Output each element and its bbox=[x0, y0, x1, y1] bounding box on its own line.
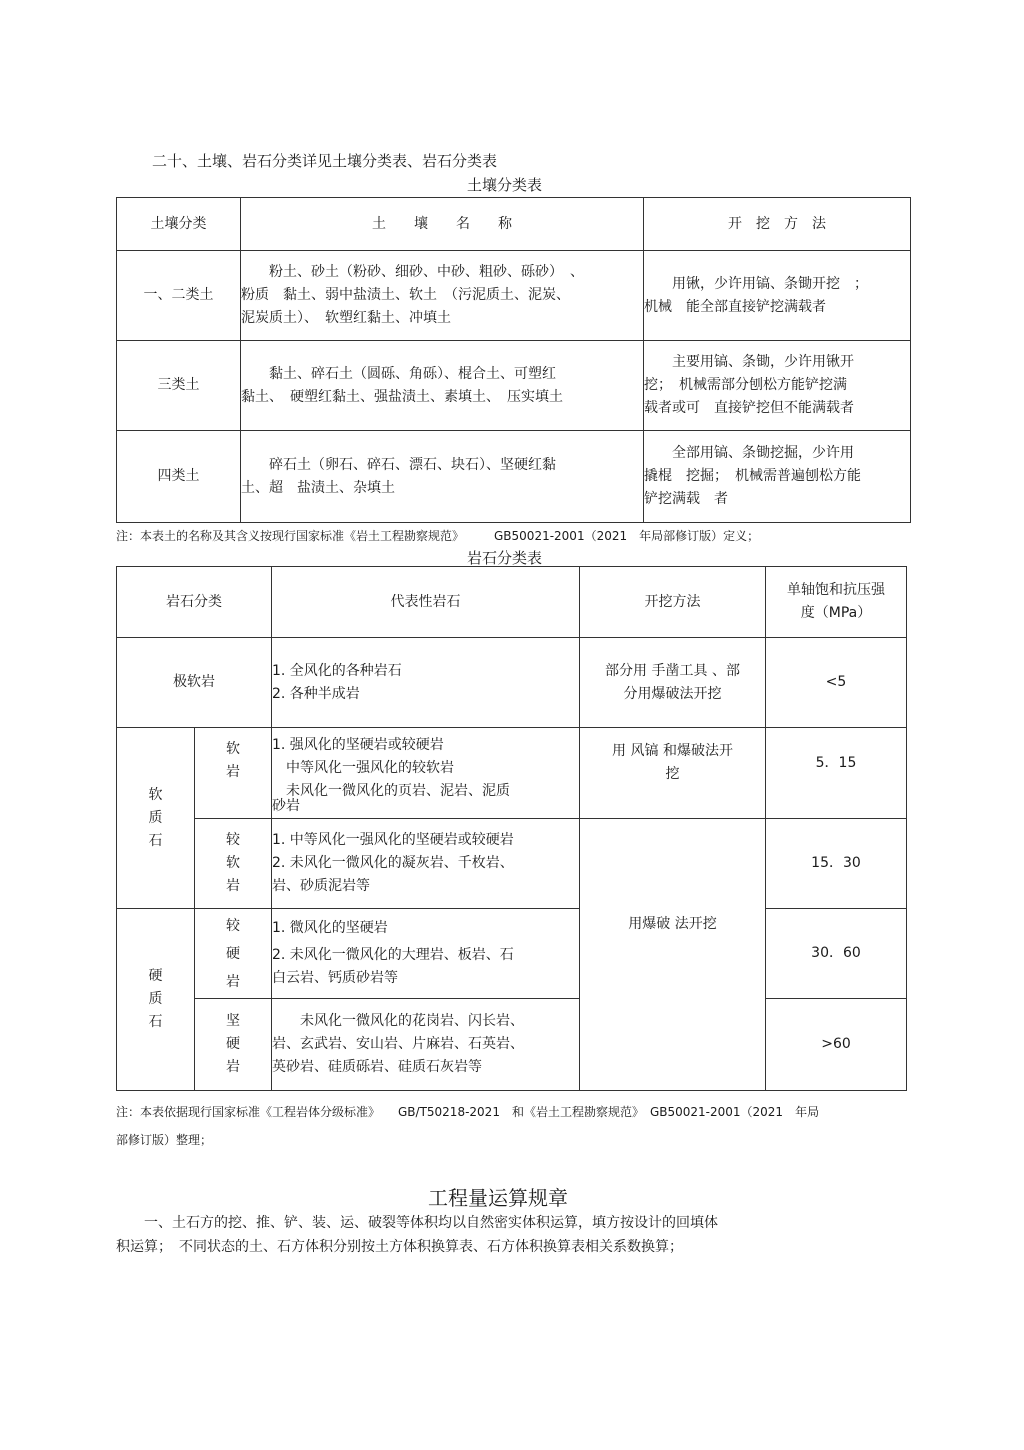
text-line: 1. 微风化的坚硬岩 bbox=[272, 920, 388, 936]
text-line: 碎石土（卵石、碎石、漂石、块石）、坚硬红黏 bbox=[241, 456, 556, 473]
table-row bbox=[117, 728, 907, 819]
table-row bbox=[117, 251, 911, 341]
text-line: 硬 bbox=[226, 1036, 240, 1052]
text-line: 部分用 手凿工具 、部 bbox=[605, 662, 740, 679]
text-line: 中等风化一强风化的较软岩 bbox=[272, 760, 454, 776]
group-label-soft bbox=[117, 728, 195, 909]
text-line: 挖 bbox=[665, 766, 680, 782]
dig-method bbox=[644, 341, 911, 431]
text-line: 2. 未风化一微风化的凝灰岩、千枚岩、 bbox=[272, 855, 514, 871]
soil-category: 三类土 bbox=[117, 341, 241, 431]
dig-method bbox=[580, 728, 766, 819]
soil-names bbox=[241, 431, 644, 523]
text-line: 岩、玄武岩、安山岩、片麻岩、石英岩、 bbox=[272, 1036, 524, 1052]
table-row bbox=[117, 909, 907, 999]
text-line: 用 风镐 和爆破法开 bbox=[612, 743, 733, 759]
header-strength bbox=[766, 567, 907, 638]
strength-value: 5．15 bbox=[766, 728, 907, 819]
header-soil-category: 土壤分类 bbox=[117, 198, 241, 251]
dig-method bbox=[644, 431, 911, 523]
soil-category: 一、二类土 bbox=[117, 251, 241, 341]
rock-category: 极软岩 bbox=[117, 638, 272, 728]
soil-classification-table bbox=[116, 197, 911, 523]
text-line: 砂岩 bbox=[272, 798, 300, 814]
table-row bbox=[117, 638, 907, 728]
representative-rock bbox=[272, 638, 580, 728]
text-line: 石 bbox=[148, 832, 163, 849]
paragraph-line: 一、土石方的挖、推、铲、装、运、破裂等体积均以自然密实体积运算，填方按设计的回填体 bbox=[116, 1215, 718, 1231]
text-line: 用锹，少许用镐、条锄开挖 ； bbox=[644, 275, 868, 292]
representative-rock bbox=[272, 909, 580, 999]
text-line: 质 bbox=[148, 809, 163, 826]
dig-method: 用爆破 法开挖 bbox=[580, 819, 766, 1091]
text-line: 软 bbox=[226, 855, 240, 871]
paragraph-line: 积运算； 不同状态的土、石方体积分别按土方体积换算表、石方体积换算表相关系数换算； bbox=[116, 1239, 683, 1255]
rock-table-caption: 岩石分类表 bbox=[467, 549, 543, 567]
text-line: 岩 bbox=[226, 1059, 240, 1075]
text-line: 单轴饱和抗压强 bbox=[787, 582, 885, 598]
text-line: 机械 能全部直接铲挖满载者 bbox=[644, 298, 826, 315]
text-line: 粉质 黏土、弱中盐渍土、软土 （污泥质土、泥炭、 bbox=[241, 287, 570, 303]
table-row bbox=[117, 999, 907, 1091]
soil-names bbox=[241, 251, 644, 341]
group-label-hard bbox=[117, 909, 195, 1091]
text-line: 黏土、 硬塑红黏土、强盐渍土、素填土、 压实填土 bbox=[241, 388, 563, 405]
table-row bbox=[117, 341, 911, 431]
dig-method bbox=[580, 638, 766, 728]
text-line: 硬 bbox=[226, 945, 240, 962]
header-dig-method: 开挖方法 bbox=[580, 567, 766, 638]
text-line: 度（MPa） bbox=[800, 605, 872, 621]
header-representative-rock: 代表性岩石 bbox=[272, 567, 580, 638]
strength-value: <5 bbox=[766, 638, 907, 728]
text-line: 粉土、砂土（粉砂、细砂、中砂、粗砂、砾砂） 、 bbox=[241, 264, 584, 280]
table-row bbox=[117, 431, 911, 523]
section-title: 工程量运算规章 bbox=[428, 1186, 568, 1210]
rock-header-row bbox=[117, 567, 907, 638]
text-line: 全部用镐、条锄挖掘，少许用 bbox=[644, 445, 854, 461]
rock-subcategory bbox=[195, 728, 272, 819]
text-line: 泥炭质土）、 软塑红黏土、冲填土 bbox=[241, 310, 451, 326]
rock-subcategory bbox=[195, 819, 272, 909]
text-line: 载者或可 直接铲挖但不能满载者 bbox=[644, 400, 854, 416]
text-line: 未风化一微风化的花岗岩、闪长岩、 bbox=[272, 1013, 524, 1029]
text-line: 挖； 机械需部分刨松方能铲挖满 bbox=[644, 377, 847, 393]
strength-value: 15．30 bbox=[766, 819, 907, 909]
text-line: 岩、砂质泥岩等 bbox=[272, 878, 370, 894]
dig-method bbox=[644, 251, 911, 341]
text-line: 质 bbox=[148, 991, 163, 1007]
rock-table-note-line1: 注：本表依据现行国家标准《工程岩体分级标准》 GB/T50218-2021 和《岩土工程勘察规范》 GB50021-2001（2021 年局 bbox=[116, 1105, 820, 1119]
text-line: 2. 未风化一微风化的大理岩、板岩、石 bbox=[272, 947, 514, 963]
text-line: 分用爆破法开挖 bbox=[623, 685, 722, 702]
text-line: 较 bbox=[226, 832, 240, 848]
soil-table-note: 注：本表土的名称及其含义按现行国家标准《岩土工程勘察规范》 GB50021-2001（2021 年局部修订版）定义； bbox=[116, 529, 760, 543]
representative-rock bbox=[272, 728, 580, 819]
text-line: 较 bbox=[226, 917, 240, 934]
text-line: 未风化一微风化的页岩、泥岩、泥质 bbox=[272, 783, 510, 799]
text-line: 岩 bbox=[226, 878, 240, 894]
rock-classification-table bbox=[116, 566, 907, 1091]
text-line: 1. 中等风化一强风化的坚硬岩或较硬岩 bbox=[272, 832, 514, 848]
header-dig-method: 开 挖 方 法 bbox=[644, 198, 911, 251]
text-line: 石 bbox=[148, 1014, 163, 1030]
text-line: 软 bbox=[226, 741, 240, 757]
document-heading: 二十、土壤、岩石分类详见土壤分类表、岩石分类表 bbox=[152, 152, 498, 170]
text-line: 硬 bbox=[148, 968, 163, 984]
representative-rock bbox=[272, 819, 580, 909]
strength-value: >60 bbox=[766, 999, 907, 1091]
text-line: 岩 bbox=[226, 764, 240, 780]
rock-table-note-line2: 部修订版）整理； bbox=[116, 1133, 213, 1147]
text-line: 铲挖满载 者 bbox=[644, 491, 728, 507]
header-soil-name: 土 壤 名 称 bbox=[241, 198, 644, 251]
representative-rock bbox=[272, 999, 580, 1091]
text-line: 软 bbox=[148, 786, 163, 803]
rock-subcategory bbox=[195, 909, 272, 999]
text-line: 岩 bbox=[226, 973, 240, 990]
text-line: 黏土、碎石土（圆砾、角砾）、棍合土、可塑红 bbox=[241, 365, 556, 382]
text-line: 1. 全风化的各种岩石 bbox=[272, 662, 402, 679]
text-line: 英砂岩、硅质砾岩、硅质石灰岩等 bbox=[272, 1059, 482, 1075]
text-line: 土、超 盐渍土、杂填土 bbox=[241, 479, 395, 496]
rock-subcategory bbox=[195, 999, 272, 1091]
soil-table-caption: 土壤分类表 bbox=[467, 176, 543, 194]
text-line: 1. 强风化的坚硬岩或较硬岩 bbox=[272, 737, 444, 753]
text-line: 撬棍 挖掘； 机械需普遍刨松方能 bbox=[644, 468, 861, 484]
soil-category: 四类土 bbox=[117, 431, 241, 523]
soil-names bbox=[241, 341, 644, 431]
table-row bbox=[117, 819, 907, 909]
text-line: 2. 各种半成岩 bbox=[272, 685, 360, 702]
text-line: 主要用镐、条锄，少许用锹开 bbox=[644, 354, 854, 370]
strength-value: 30．60 bbox=[766, 909, 907, 999]
soil-header-row bbox=[117, 198, 911, 251]
header-rock-category: 岩石分类 bbox=[117, 567, 272, 638]
text-line: 坚 bbox=[226, 1013, 240, 1029]
text-line: 白云岩、钙质砂岩等 bbox=[272, 970, 398, 986]
